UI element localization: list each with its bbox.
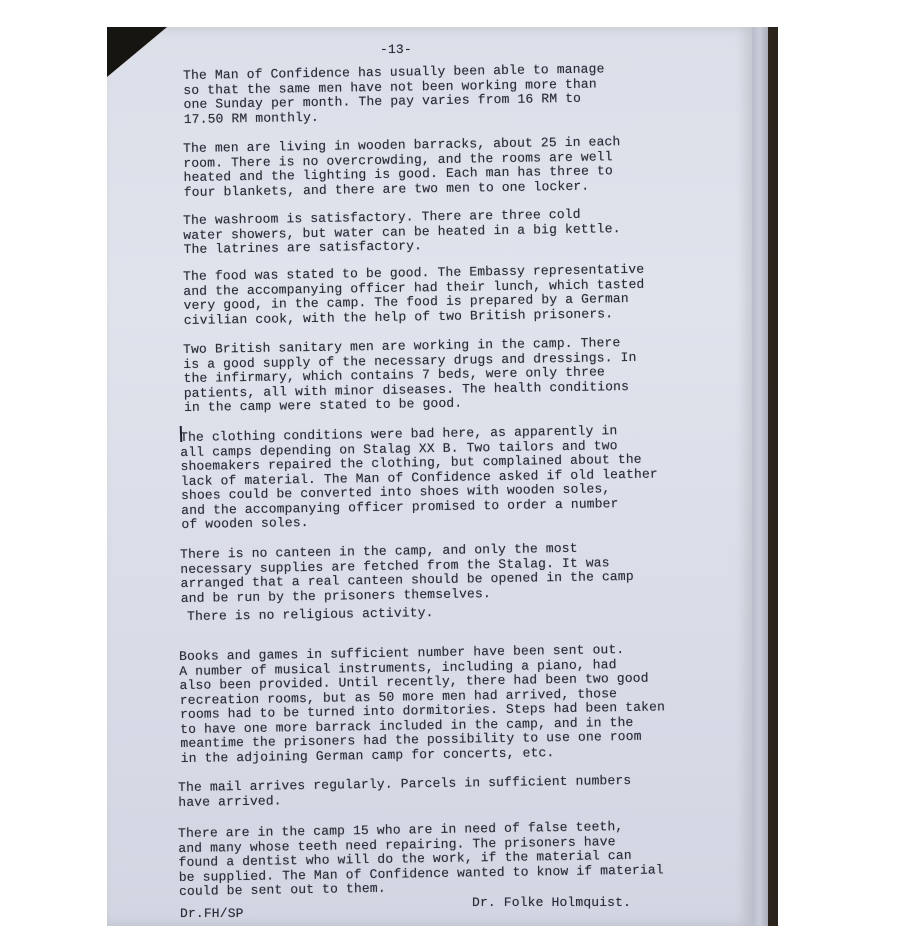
paragraph-clothing: The clothing conditions were bad here, as apparently in all camps depending on Stalag XX B. Two tailors and two shoemakers repaired the clothing, but complained about the lack of material. The Man of Confidence asked if old leather shoes could be converted into shoes with wooden soles, and the accompanying officer promised to order a number of wooden soles. bbox=[179, 423, 658, 532]
paragraph-washroom: The washroom is satisfactory. There are three cold water showers, but water can be heated in a big kettle. The latrines are satisfactory. bbox=[182, 206, 621, 257]
paragraph-sunday-work-pay: The Man of Confidence has usually been able to manage so that the same men have not been working more than one Sunday per month. The pay varies from 16 RM to 17.50 RM monthly. bbox=[182, 61, 605, 127]
paragraph-health: Two British sanitary men are working in the camp. There is a good supply of the necessary drugs and dressings. In the infirmary, which contains 7 beds, were only three patients, all with minor diseases. The health conditions in the camp were stated to be good. bbox=[182, 335, 637, 415]
paragraph-barracks: The men are living in wooden barracks, about 25 in each room. There is no overcrowding, and the rooms are well heated and the lighting is good. Each man has three to four blankets, and there are two men to one locker. bbox=[182, 134, 621, 200]
page-number: -13- bbox=[380, 42, 412, 57]
page-edge bbox=[752, 27, 768, 926]
paragraph-food: The food was stated to be good. The Embassy representative and the accompanying officer had their lunch, which tasted very good, in the camp. The food is prepared by a German civilian cook, with the help of two British prisoners. bbox=[182, 261, 645, 328]
paragraph-dental: There are in the camp 15 who are in need of false teeth, and many whose teeth need repairing. The prisoners have found a dentist who will do the work, if the material can be supplied. The Man of Confidence wanted to know if material could be sent out to them. bbox=[177, 819, 664, 899]
paragraph-religion: There is no religious activity. bbox=[186, 605, 434, 624]
signature-name: Dr. Folke Holmquist. bbox=[472, 895, 632, 910]
paragraph-mail: The mail arrives regularly. Parcels in sufficient numbers have arrived. bbox=[177, 772, 632, 810]
paragraph-recreation: Books and games in sufficient number have been sent out. A number of musical instruments, including a piano, had also been provided. Until recently, there had been two good recreation rooms, but as 50 more men had arrived, those rooms had to be turned into dormitories. Steps had been taken to have one more barrack included in the camp, and in the meantime the prisoners had the possibility to use one room in the adjoining German camp for concerts, etc. bbox=[178, 642, 666, 766]
signature-reference: Dr.FH/SP bbox=[180, 906, 244, 921]
paragraph-canteen: There is no canteen in the camp, and only the most necessary supplies are fetched from the Stalag. It was arranged that a real canteen should be opened in the camp and be run by the prisoners themselves. bbox=[179, 540, 634, 606]
